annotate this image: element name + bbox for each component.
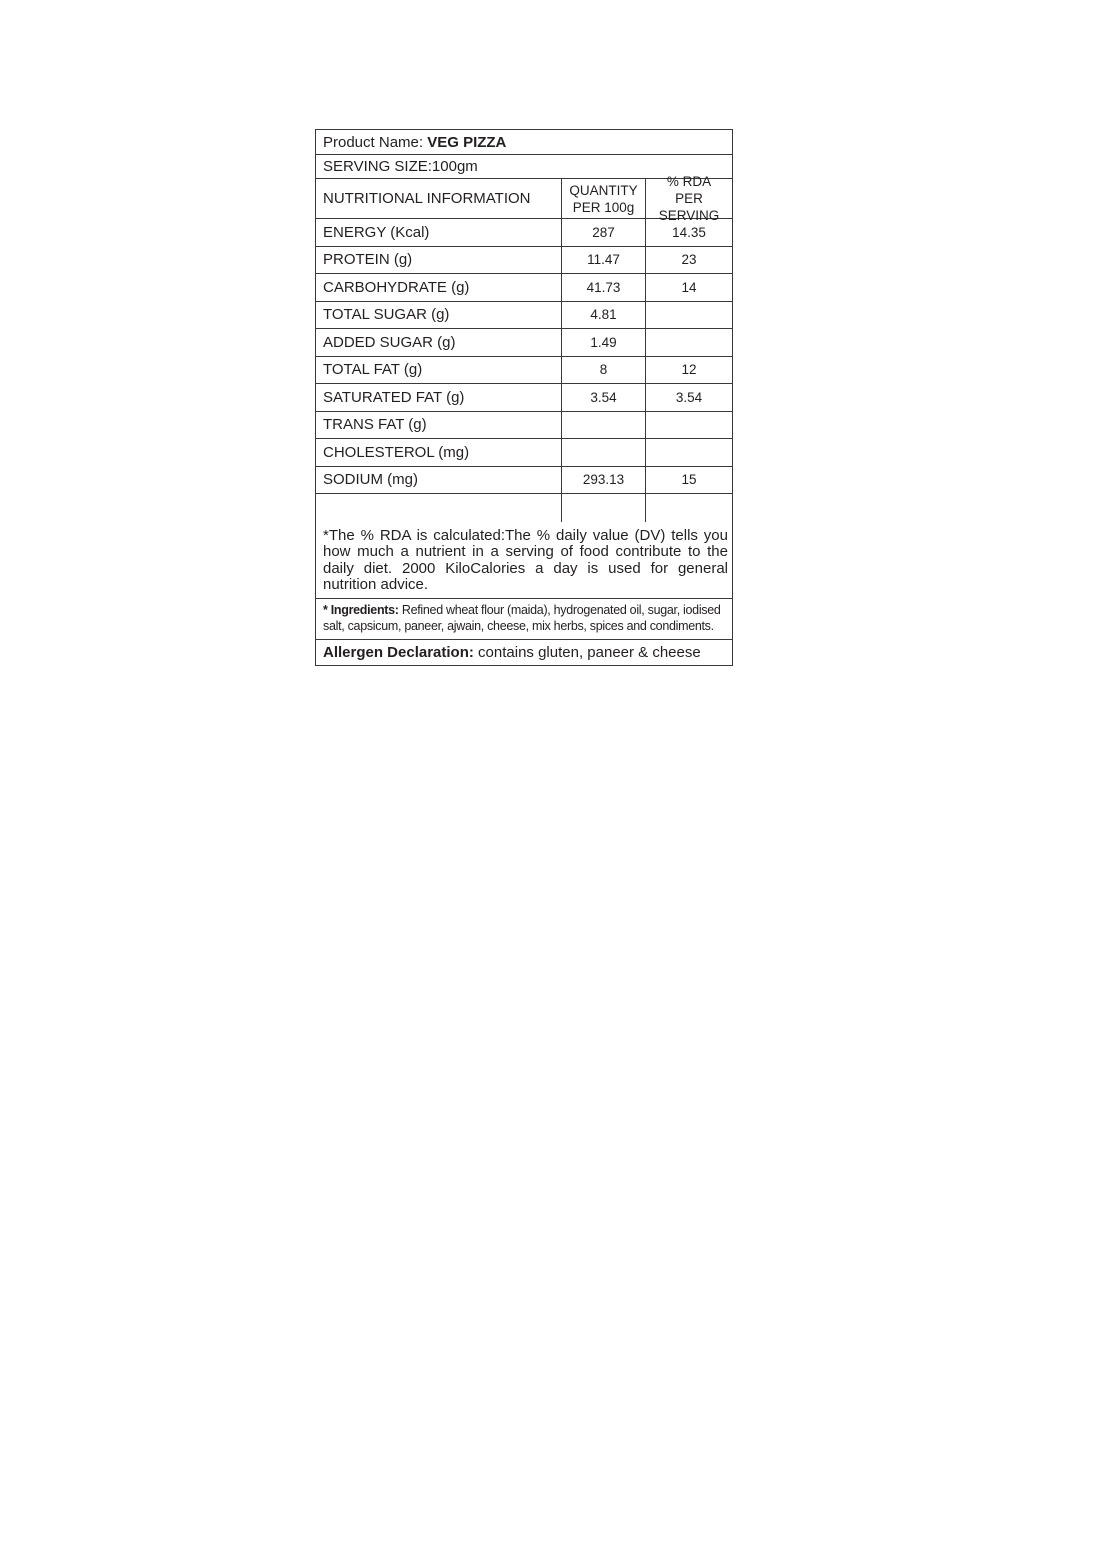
table-row <box>316 302 732 330</box>
header-rda-line1: % RDA <box>666 174 712 189</box>
nutrient-rda <box>645 329 732 356</box>
header-nutritional-information: NUTRITIONAL INFORMATION <box>323 190 531 207</box>
nutrient-name: TRANS FAT (g) <box>323 416 427 434</box>
header-rda-line2: PER SERVING <box>658 191 720 223</box>
nutrient-name: ADDED SUGAR (g) <box>323 333 456 351</box>
nutrient-name: TOTAL SUGAR (g) <box>323 306 450 324</box>
nutrient-rda: 14 <box>645 274 732 301</box>
nutrient-name: CARBOHYDRATE (g) <box>323 278 470 296</box>
product-name-label: Product Name: <box>323 133 424 151</box>
nutrient-name: SODIUM (mg) <box>323 471 418 489</box>
table-row <box>316 494 732 522</box>
table-row <box>316 439 732 467</box>
nutrient-rda: 15 <box>645 467 732 494</box>
nutrient-name: SATURATED FAT (g) <box>323 388 465 406</box>
table-row <box>316 467 732 495</box>
serving-size: SERVING SIZE:100gm <box>323 158 478 175</box>
table-row <box>316 357 732 385</box>
nutrient-quantity <box>561 439 645 466</box>
rda-note <box>316 522 732 599</box>
ingredients-text: Refined wheat flour (maida), hydrogenated oil, sugar, iodised salt, capsicum, paneer, ajwain, cheese, mix herbs, spices and condiments. <box>323 602 721 633</box>
nutrient-name: PROTEIN (g) <box>323 251 413 269</box>
allergen-label: Allergen Declaration: <box>323 643 474 661</box>
nutrient-rda: 12 <box>645 357 732 384</box>
nutrient-quantity: 3.54 <box>561 384 645 411</box>
header-rda <box>645 174 732 223</box>
table-row <box>316 412 732 440</box>
nutrient-quantity: 293.13 <box>561 467 645 494</box>
nutrient-rda: 14.35 <box>645 219 732 246</box>
nutrient-quantity <box>561 494 645 522</box>
nutrient-name: ENERGY (Kcal) <box>323 223 430 241</box>
nutrient-quantity <box>561 412 645 439</box>
table-row <box>316 219 732 247</box>
header-quantity-line2: PER 100g <box>572 199 635 215</box>
nutrient-rda <box>645 412 732 439</box>
nutrient-quantity: 4.81 <box>561 302 645 329</box>
nutrient-name <box>316 494 561 522</box>
nutrient-name: TOTAL FAT (g) <box>323 361 423 379</box>
nutrient-quantity: 8 <box>561 357 645 384</box>
nutrient-quantity: 41.73 <box>561 274 645 301</box>
nutrient-quantity: 1.49 <box>561 329 645 356</box>
nutrient-name: CHOLESTEROL (mg) <box>323 443 470 461</box>
nutrient-rows <box>316 219 732 522</box>
table-header-row <box>316 174 732 223</box>
product-name-row <box>316 130 732 155</box>
nutrient-quantity: 287 <box>561 219 645 246</box>
nutrient-rda: 23 <box>645 247 732 274</box>
ingredients-row <box>316 599 732 640</box>
nutrient-rda <box>645 302 732 329</box>
nutrient-rda: 3.54 <box>645 384 732 411</box>
allergen-row <box>316 640 732 665</box>
ingredients-label: * Ingredients: <box>323 602 399 617</box>
table-row <box>316 384 732 412</box>
table-row <box>316 274 732 302</box>
nutrient-rda <box>645 439 732 466</box>
header-quantity-line1: QUANTITY <box>569 182 638 198</box>
header-quantity <box>561 179 645 218</box>
table-row <box>316 247 732 275</box>
table-row <box>316 329 732 357</box>
nutrition-label <box>315 129 733 666</box>
product-name-value: VEG PIZZA <box>427 133 507 151</box>
rda-note-text: *The % RDA is calculated:The % daily value (DV) tells you how much a nutrient in a serving of food contribute to the daily diet. 2000 KiloCalories a day is used for general nutrition advice. <box>323 526 728 593</box>
nutrient-quantity: 11.47 <box>561 247 645 274</box>
allergen-text: contains gluten, paneer & cheese <box>478 643 701 661</box>
nutrient-rda <box>645 494 732 522</box>
